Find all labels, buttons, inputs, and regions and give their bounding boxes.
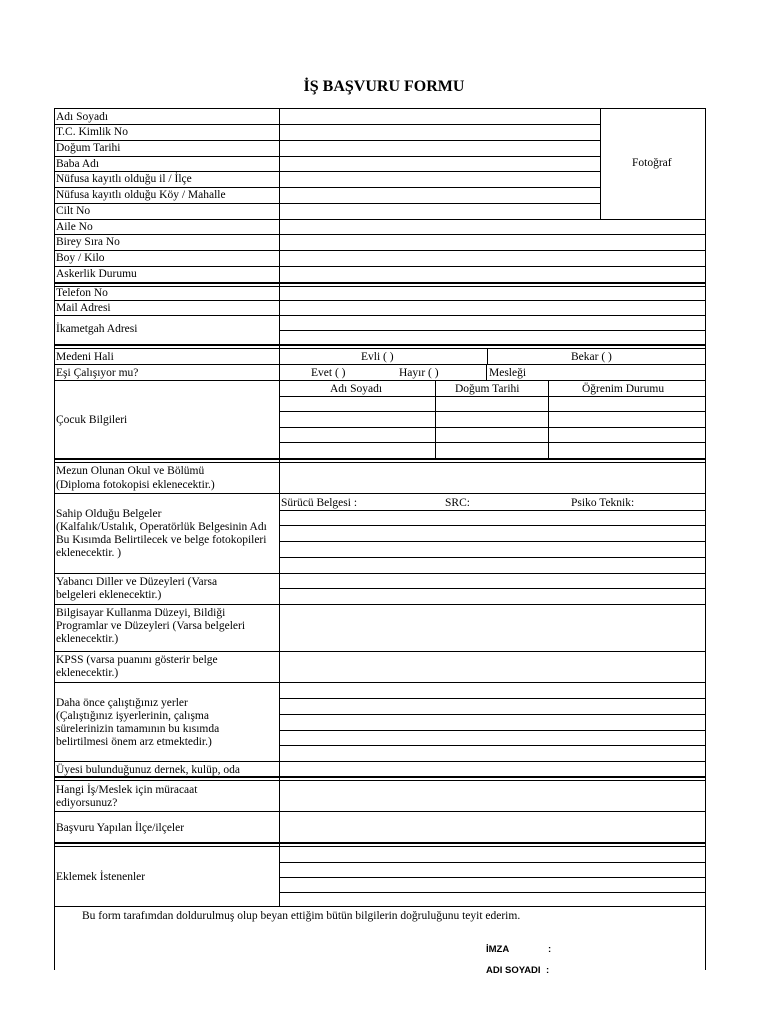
col-child-birth: Doğum Tarihi [455,383,520,395]
name-colon: : [546,965,550,976]
label-driver-license: Sürücü Belgesi : [281,497,358,509]
label-family-no: Aile No [56,221,93,233]
label-volume-no: Cilt No [56,205,91,217]
label-address: İkametgah Adresi [56,323,138,335]
name-label: ADI SOYADI [486,965,541,976]
label-additional: Eklemek İstenenler [56,871,146,883]
label-phone: Telefon No [56,287,108,299]
label-documents-1: Sahip Olduğu Belgeler [56,508,162,520]
option-single[interactable]: Bekar ( ) [571,351,612,363]
label-work-history-1: Daha önce çalıştığınız yerler [56,697,188,709]
photo-label: Fotoğraf [632,157,672,169]
label-birth-date: Doğum Tarihi [56,142,121,154]
label-languages: Yabancı Diller ve Düzeyleri (Varsa belgeleri eklenecektir.) [56,576,218,601]
option-married[interactable]: Evli ( ) [361,351,394,363]
label-full-name: Adı Soyadı [56,111,109,123]
declaration-text: Bu form tarafımdan doldurulmuş olup beyan ettiğim bütün bilgilerin doğruluğunu teyit ederim. [82,910,521,922]
label-documents-2: (Kalfalık/Ustalık, Operatörlük Belgesinin Adı Bu Kısımda Belirtilecek ve belge fotokopileri eklenecektir. ) [56,521,267,559]
label-school-2: (Diploma fotokopisi eklenecektir.) [56,479,215,491]
label-height-weight: Boy / Kilo [56,252,105,264]
option-yes[interactable]: Evet ( ) [311,367,346,379]
label-children: Çocuk Bilgileri [56,414,128,426]
label-psiko: Psiko Teknik: [571,497,635,509]
label-individual-no: Birey Sıra No [56,236,120,248]
label-spouse-working: Eşi Çalışıyor mu? [56,367,139,379]
label-districts: Başvuru Yapılan İlçe/ilçeler [56,822,185,834]
label-work-history-2: (Çalıştığınız işyerlerinin, çalışma sürelerinizin tamamının bu kısımda belirtilmesi önem arz etmektedir.) [56,710,220,748]
label-src: SRC: [445,497,470,509]
label-school-1: Mezun Olunan Okul ve Bölümü [56,465,205,477]
form-title: İŞ BAŞVURU FORMU [303,78,465,95]
label-registry-village: Nüfusa kayıtlı olduğu Köy / Mahalle [56,189,226,201]
label-registry-province: Nüfusa kayıtlı olduğu il / İlçe [56,173,192,185]
signature-colon: : [548,944,552,955]
label-computer: Bilgisayar Kullanma Düzeyi, Bildiği Programlar ve Düzeyleri (Varsa belgeleri eklenecektir.) [56,607,246,645]
label-job-applied: Hangi İş/Meslek için müracaat ediyorsunuz? [56,784,198,809]
label-marital-status: Medeni Hali [56,351,114,363]
option-no[interactable]: Hayır ( ) [399,367,439,379]
col-child-education: Öğrenim Durumu [582,383,665,395]
label-memberships: Üyesi bulunduğunuz dernek, kulüp, oda [56,764,240,776]
signature-label: İMZA [486,944,510,955]
label-father-name: Baba Adı [56,158,100,170]
label-occupation: Mesleği [489,367,527,379]
label-email: Mail Adresi [56,302,111,314]
label-tc-id: T.C. Kimlik No [56,126,128,138]
label-kpss: KPSS (varsa puanını gösterir belge eklenecektir.) [56,654,218,679]
label-military-status: Askerlik Durumu [56,268,137,280]
col-child-name: Adı Soyadı [330,383,383,395]
